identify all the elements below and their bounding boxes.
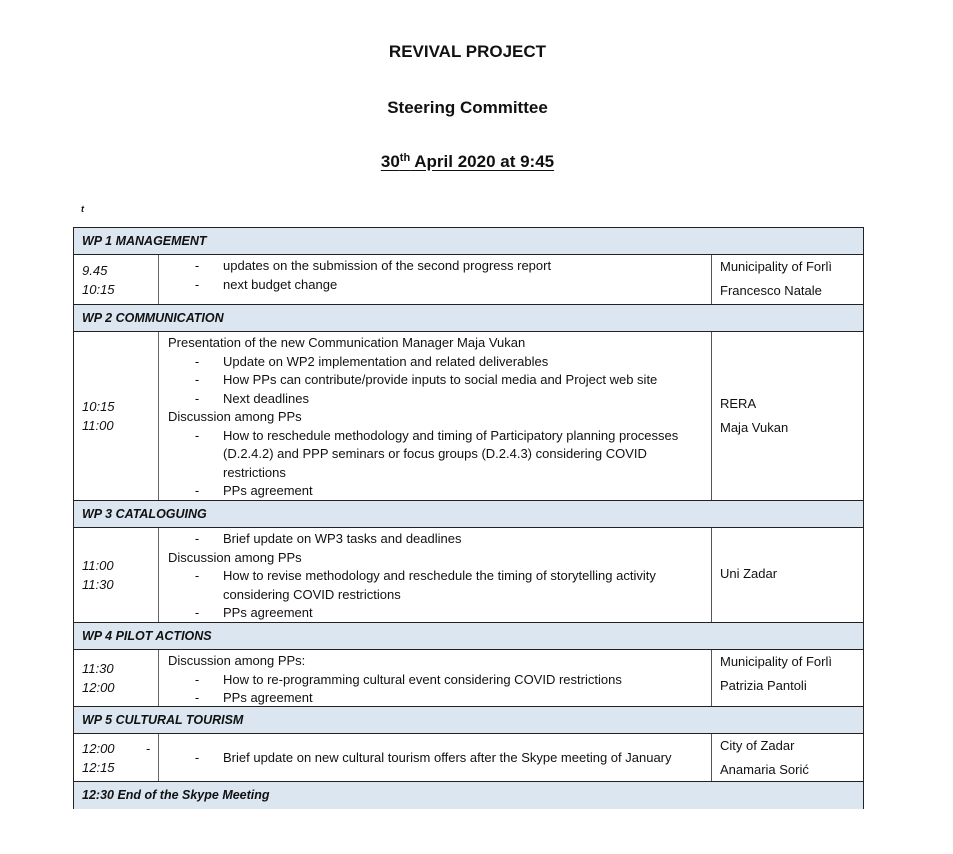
agenda-row	[74, 255, 863, 305]
bullet-text: PPs agreement	[223, 690, 313, 705]
bullet-item	[168, 689, 705, 708]
time-end: 11:00	[82, 418, 114, 433]
bullet-text: next budget change	[223, 276, 338, 292]
bullet-item	[168, 390, 705, 409]
responsible-name: Municipality of Forlì	[720, 259, 832, 274]
time-end: 10:15	[82, 281, 115, 297]
bullet-text: Brief update on WP3 tasks and deadlines	[223, 531, 462, 546]
agenda-row	[74, 332, 863, 501]
bullet-dash: -	[194, 258, 200, 273]
date-day: 30	[380, 152, 400, 171]
responsible-cell	[712, 734, 863, 781]
bullet-dash: -	[194, 276, 200, 292]
agenda-row	[74, 528, 863, 623]
responsible-name: Municipality of Forlì	[720, 654, 832, 669]
meeting-date	[0, 152, 935, 172]
agenda-items-cell	[159, 650, 712, 706]
bullet-dash: -	[194, 390, 200, 406]
agenda-row	[74, 734, 863, 782]
document-subtitle: Steering Committee	[387, 98, 548, 117]
date-suffix: th	[399, 152, 411, 164]
section-header: WP 4 PILOT ACTIONS	[74, 623, 863, 650]
agenda-text: Discussion among PPs:	[168, 653, 306, 668]
bullet-item	[168, 371, 705, 390]
time-cell	[74, 332, 159, 500]
bullet-text: Brief update on new cultural tourism offers after the Skype meeting of January	[223, 750, 672, 766]
bullet-dash: -	[194, 483, 200, 498]
bullet-item	[168, 427, 705, 483]
time-cell	[74, 650, 159, 706]
bullet-item	[168, 530, 705, 549]
responsible-cell	[712, 255, 863, 304]
closing-row: 12:30 End of the Skype Meeting	[74, 782, 863, 809]
bullet-text: updates on the submission of the second progress report	[223, 258, 552, 273]
document-title: REVIVAL PROJECT	[388, 42, 547, 61]
responsible-name: RERA	[720, 396, 757, 411]
bullet-item	[168, 749, 705, 768]
time-start: 9.45	[82, 262, 108, 278]
time-start: 10:15	[82, 399, 115, 414]
responsible-name: Francesco Natale	[720, 283, 822, 298]
responsible-cell	[712, 332, 863, 500]
bullet-text: PPs agreement	[223, 605, 313, 620]
agenda-table	[73, 227, 864, 809]
bullet-item	[168, 671, 705, 690]
bullet-text: How PPs can contribute/provide inputs to social media and Project web site	[223, 372, 658, 387]
section-header: WP 1 MANAGEMENT	[74, 228, 863, 255]
bullet-dash: -	[194, 531, 200, 546]
bullet-dash: -	[194, 690, 200, 705]
time-end: 12:00	[82, 680, 115, 695]
responsible-name: City of Zadar	[720, 738, 795, 753]
section-header: WP 2 COMMUNICATION	[74, 305, 863, 332]
time-start: 11:00	[82, 558, 114, 573]
bullet-item	[168, 353, 705, 372]
agenda-items-cell	[159, 528, 712, 622]
time-start: 12:00	[82, 740, 115, 756]
time-end: 11:30	[82, 577, 114, 592]
responsible-cell	[712, 650, 863, 706]
agenda-items-cell	[159, 332, 712, 500]
bullet-dash: -	[194, 427, 200, 443]
responsible-name: Anamaria Sorić	[720, 762, 809, 777]
responsible-name: Maja Vukan	[720, 420, 789, 435]
bullet-text: How to re-programming cultural event considering COVID restrictions	[223, 671, 622, 687]
agenda-text: Discussion among PPs	[168, 409, 302, 424]
date-rest: April 2020 at 9:45	[410, 152, 555, 171]
agenda-text: Presentation of the new Communication Manager Maja Vukan	[168, 335, 526, 350]
section-header: WP 5 CULTURAL TOURISM	[74, 707, 863, 734]
stray-mark: t	[81, 204, 84, 214]
time-cell	[74, 528, 159, 622]
bullet-dash: -	[194, 671, 200, 687]
bullet-item	[168, 604, 705, 623]
bullet-dash: -	[194, 353, 200, 369]
bullet-dash: -	[194, 750, 200, 766]
bullet-text: How to revise methodology and reschedule the timing of storytelling activity considering COVID restrictions	[223, 568, 656, 602]
section-header: WP 3 CATALOGUING	[74, 501, 863, 528]
time-cell	[74, 255, 159, 304]
bullet-item	[168, 482, 705, 501]
time-end: 12:15	[82, 759, 115, 775]
time-start: 11:30	[82, 661, 114, 676]
responsible-name: Patrizia Pantoli	[720, 678, 807, 693]
agenda-items-cell	[159, 734, 712, 781]
time-cell	[74, 734, 159, 781]
agenda-items-cell	[159, 255, 712, 304]
bullet-dash: -	[194, 372, 200, 387]
bullet-text: Next deadlines	[223, 390, 309, 406]
time-dash: -	[146, 741, 151, 756]
bullet-dash: -	[194, 568, 200, 583]
agenda-row	[74, 650, 863, 707]
bullet-text: Update on WP2 implementation and related deliverables	[223, 353, 549, 369]
responsible-name: Uni Zadar	[720, 566, 778, 581]
responsible-cell	[712, 528, 863, 622]
bullet-item	[168, 257, 705, 276]
bullet-text: PPs agreement	[223, 483, 313, 498]
agenda-text: Discussion among PPs	[168, 549, 302, 565]
bullet-item	[168, 567, 705, 604]
bullet-item	[168, 276, 705, 295]
bullet-dash: -	[194, 605, 200, 620]
bullet-text: How to reschedule methodology and timing of Participatory planning processes (D.2.4.2) and PPP seminars or focus groups (D.2.4.3) considering COVID restrictions	[223, 427, 679, 480]
